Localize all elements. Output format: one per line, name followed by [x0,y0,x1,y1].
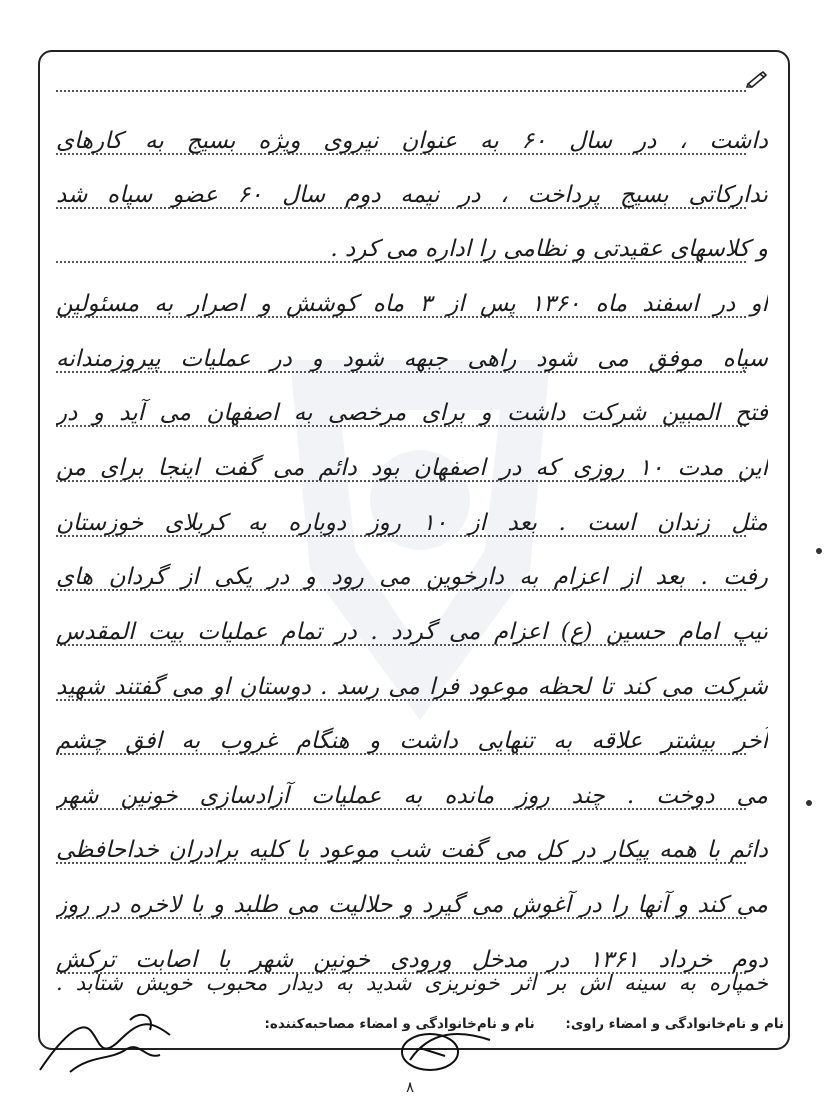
handwritten-line: می دوخت . چند روز مانده به عملیات آزادسازی خونین شهر [56,783,768,809]
pen-icon [746,70,768,88]
interviewee-signature-label: نام و نام‌خانوادگی و امضاء راوی: [565,1016,784,1032]
handwritten-line: دوم خرداد ۱۳۶۱ در مدخل ورودی خونین شهر با اصابت ترکش [56,947,768,973]
ruled-line [56,90,746,92]
page-number: ۸ [406,1078,415,1096]
signature-left [30,1000,180,1080]
handwritten-line: دائم با همه پیکار در کل می گفت شب موعود با کلیه برادران خداحافظی [56,837,768,863]
handwritten-line: داشت ، در سال ۶۰ به عنوان نیروی ویژه بسیج به کارهای [56,128,768,154]
handwritten-line: فتح المبین شرکت داشت و برای مرخصی به اصفهان می آید و در [56,400,768,426]
handwritten-line: می کند و آنها را در آغوش می گیرد و حلالیت می طلبد و با لاخره در روز [56,892,768,918]
handwritten-line: تدارکاتی بسیج پرداخت ، در نیمه دوم سال ۶۰ عضو سپاه شد [56,182,768,208]
handwritten-line: این مدت ۱۰ روزی که در اصفهان بود دائم می گفت اینجا برای من [56,455,768,481]
handwritten-line: آخر بیشتر علاقه به تنهایی داشت و هنگام غروب به افق چشم [56,728,768,754]
handwritten-line: تیپ امام حسین (ع) اعزام می گردد . در تمام عملیات بیت المقدس [56,619,768,645]
handwritten-line-final: خمپاره به سینه اش بر اثر خونریزی شدید به دیدار محبوب خویش شتابد . [56,971,768,995]
margin-dot [816,548,822,554]
interviewer-signature-label: نام و نام‌خانوادگی و امضاء مصاحبه‌کننده: [264,1016,535,1032]
handwritten-line: شرکت می کند تا لحظه موعود فرا می رسد . دوستان او می گفتند شهید [56,674,768,700]
handwritten-line: او در اسفند ماه ۱۳۶۰ پس از ۳ ماه کوشش و اصرار به مسئولین [56,291,768,317]
handwritten-line: رفت . بعد از اعزام به دارخوین می رود و در یکی از گردان های [56,564,768,590]
margin-dot [806,800,812,806]
handwritten-line: سپاه موفق می شود راهی جبهه شود و در عملیات پیروزمندانه [56,346,768,372]
handwritten-line: مثل زندان است . بعد از ۱۰ روز دوباره به کربلای خوزستان [56,510,768,536]
signature-center [390,1020,500,1080]
handwritten-line: و کلاسهای عقیدتی و نظامی را اداره می کرد . [330,236,768,262]
